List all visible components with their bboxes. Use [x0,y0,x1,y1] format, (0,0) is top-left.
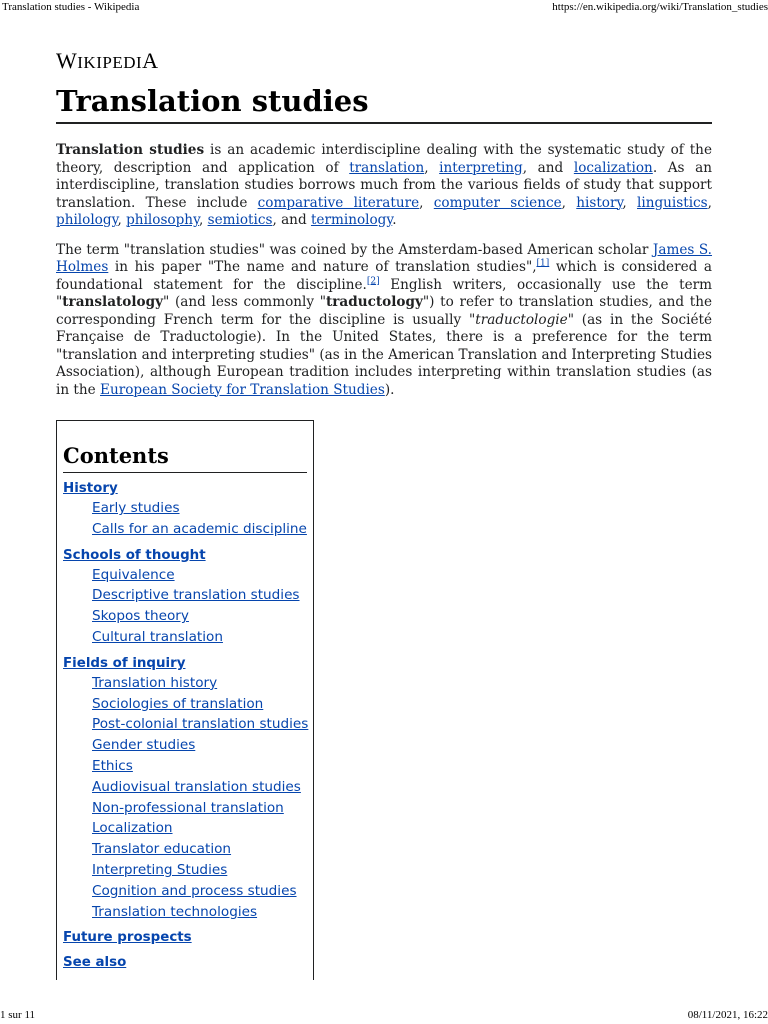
text: English writers, occasionally use the term " [56,276,712,310]
table-of-contents [56,420,314,980]
text: The term "translation studies" was coined by the Amsterdam-based American scholar [56,241,653,258]
toc-link-see-also[interactable]: See also [63,955,127,971]
text: in his paper "The name and nature of translation studies", [108,259,537,275]
toc-link-skopos-theory[interactable]: Skopos theory [92,608,189,625]
print-header-url: https://en.wikipedia.org/wiki/Translation_studies [552,1,768,13]
text: , [419,194,434,211]
toc-link-localization[interactable]: Localization [92,820,173,837]
toc-link-ethics[interactable]: Ethics [92,757,133,774]
text: , and [272,212,311,228]
toc-link-cognition-and-process-studies[interactable]: Cognition and process studies [92,882,297,899]
text: is an academic interdiscipline dealing with the systematic study of the theory, description and application of [56,142,712,176]
toc-link-audiovisual-translation-studies[interactable]: Audiovisual translation studies [92,778,301,795]
toc-link-calls-for-academic-discipline[interactable]: Calls for an academic discipline [92,520,307,537]
toc-link-cultural-translation[interactable]: Cultural translation [92,628,223,645]
text: . As an interdiscipline, translation studies borrows much from the various fields of study that support translation. These include [56,159,712,211]
toc-link-translation-history[interactable]: Translation history [92,674,218,691]
print-footer-datetime: 08/11/2021, 16:22 [687,1009,768,1021]
text: " (and less commonly " [163,294,326,310]
logo-iki: IKIPEDI [77,53,143,72]
text: " (as in the Société Française de Traductologie). In the United States, there is a preference for the term "translation and interpreting studies" (as in the American Translation and Interpreting Studies Association), although European tradition includes interpreting within translation studies (as in the [56,311,712,398]
ref-2 [367,276,380,286]
bold-term: Translation studies [56,142,205,158]
print-header [0,0,768,16]
toc-link-non-professional-translation[interactable]: Non-professional translation [92,799,284,816]
link-james-holmes[interactable]: James S. Holmes [56,241,713,275]
italic-traductologie: traductologie [475,311,568,328]
ref-1-link[interactable]: [1] [536,258,550,269]
logo-a: A [142,48,159,73]
ref-2-link[interactable]: [2] [366,275,380,286]
text: which is considered a foundational statement for the discipline. [56,259,712,293]
link-linguistics[interactable]: linguistics [637,194,708,211]
text: , [424,159,440,176]
link-semiotics[interactable]: semiotics [207,212,273,228]
toc-link-future-prospects[interactable]: Future prospects [63,930,192,946]
logo-w: W [56,48,78,73]
paragraph-intro [56,142,712,230]
toc-link-translation-technologies[interactable]: Translation technologies [92,903,258,920]
toc-link-fields-of-inquiry[interactable]: Fields of inquiry [63,655,186,671]
link-philosophy[interactable]: philosophy [126,212,199,228]
toc-link-schools-of-thought[interactable]: Schools of thought [63,547,206,563]
toc-section-see-also [63,953,307,972]
wikipedia-logo[interactable] [56,48,159,74]
toc-link-descriptive-translation-studies[interactable]: Descriptive translation studies [92,587,300,604]
print-footer-page: 1 sur 11 [0,1009,36,1021]
text: , [198,212,208,228]
toc-link-interpreting-studies[interactable]: Interpreting Studies [92,861,228,878]
toc-link-translator-education[interactable]: Translator education [92,841,232,858]
page-title: Translation studies [56,84,712,124]
toc-link-sociologies-of-translation[interactable]: Sociologies of translation [92,695,264,712]
link-european-society[interactable]: European Society for Translation Studies [100,381,385,398]
link-terminology[interactable]: terminology [310,212,393,228]
link-philology[interactable]: philology [56,212,118,228]
toc-link-equivalence[interactable]: Equivalence [92,566,175,583]
print-header-title: Translation studies - Wikipedia [2,1,140,13]
toc-link-history[interactable]: History [63,481,118,496]
toc-section-fields [63,654,307,923]
paragraph-term [56,242,712,400]
toc-link-early-studies[interactable]: Early studies [92,500,180,516]
text: , [707,194,712,211]
text: ). [384,381,395,398]
text: , [561,194,577,211]
ref-1 [537,258,550,268]
toc-link-gender-studies[interactable]: Gender studies [92,737,196,754]
toc-title: Contents [63,443,307,473]
toc-section-schools [63,546,307,648]
link-computer-science[interactable]: computer science [433,194,562,211]
toc-section-history [63,479,307,540]
link-history[interactable]: history [576,194,623,211]
bold-traductology: traductology [325,294,423,310]
link-comparative-literature[interactable]: comparative literature [257,194,420,211]
toc-section-future [63,928,307,947]
toc-link-post-colonial-translation-studies[interactable]: Post-colonial translation studies [92,716,309,733]
link-localization[interactable]: localization [573,159,653,176]
link-translation[interactable]: translation [349,159,425,176]
text: , [117,212,127,228]
text: , and [522,159,574,176]
print-footer [0,1008,768,1024]
text: . [392,212,397,228]
text: , [622,194,637,211]
article-body [56,142,712,411]
text: ") to refer to translation studies, and the corresponding French term for the discipline is usually " [56,294,712,328]
bold-translatology: translatology [62,294,164,310]
link-interpreting[interactable]: interpreting [439,159,523,176]
